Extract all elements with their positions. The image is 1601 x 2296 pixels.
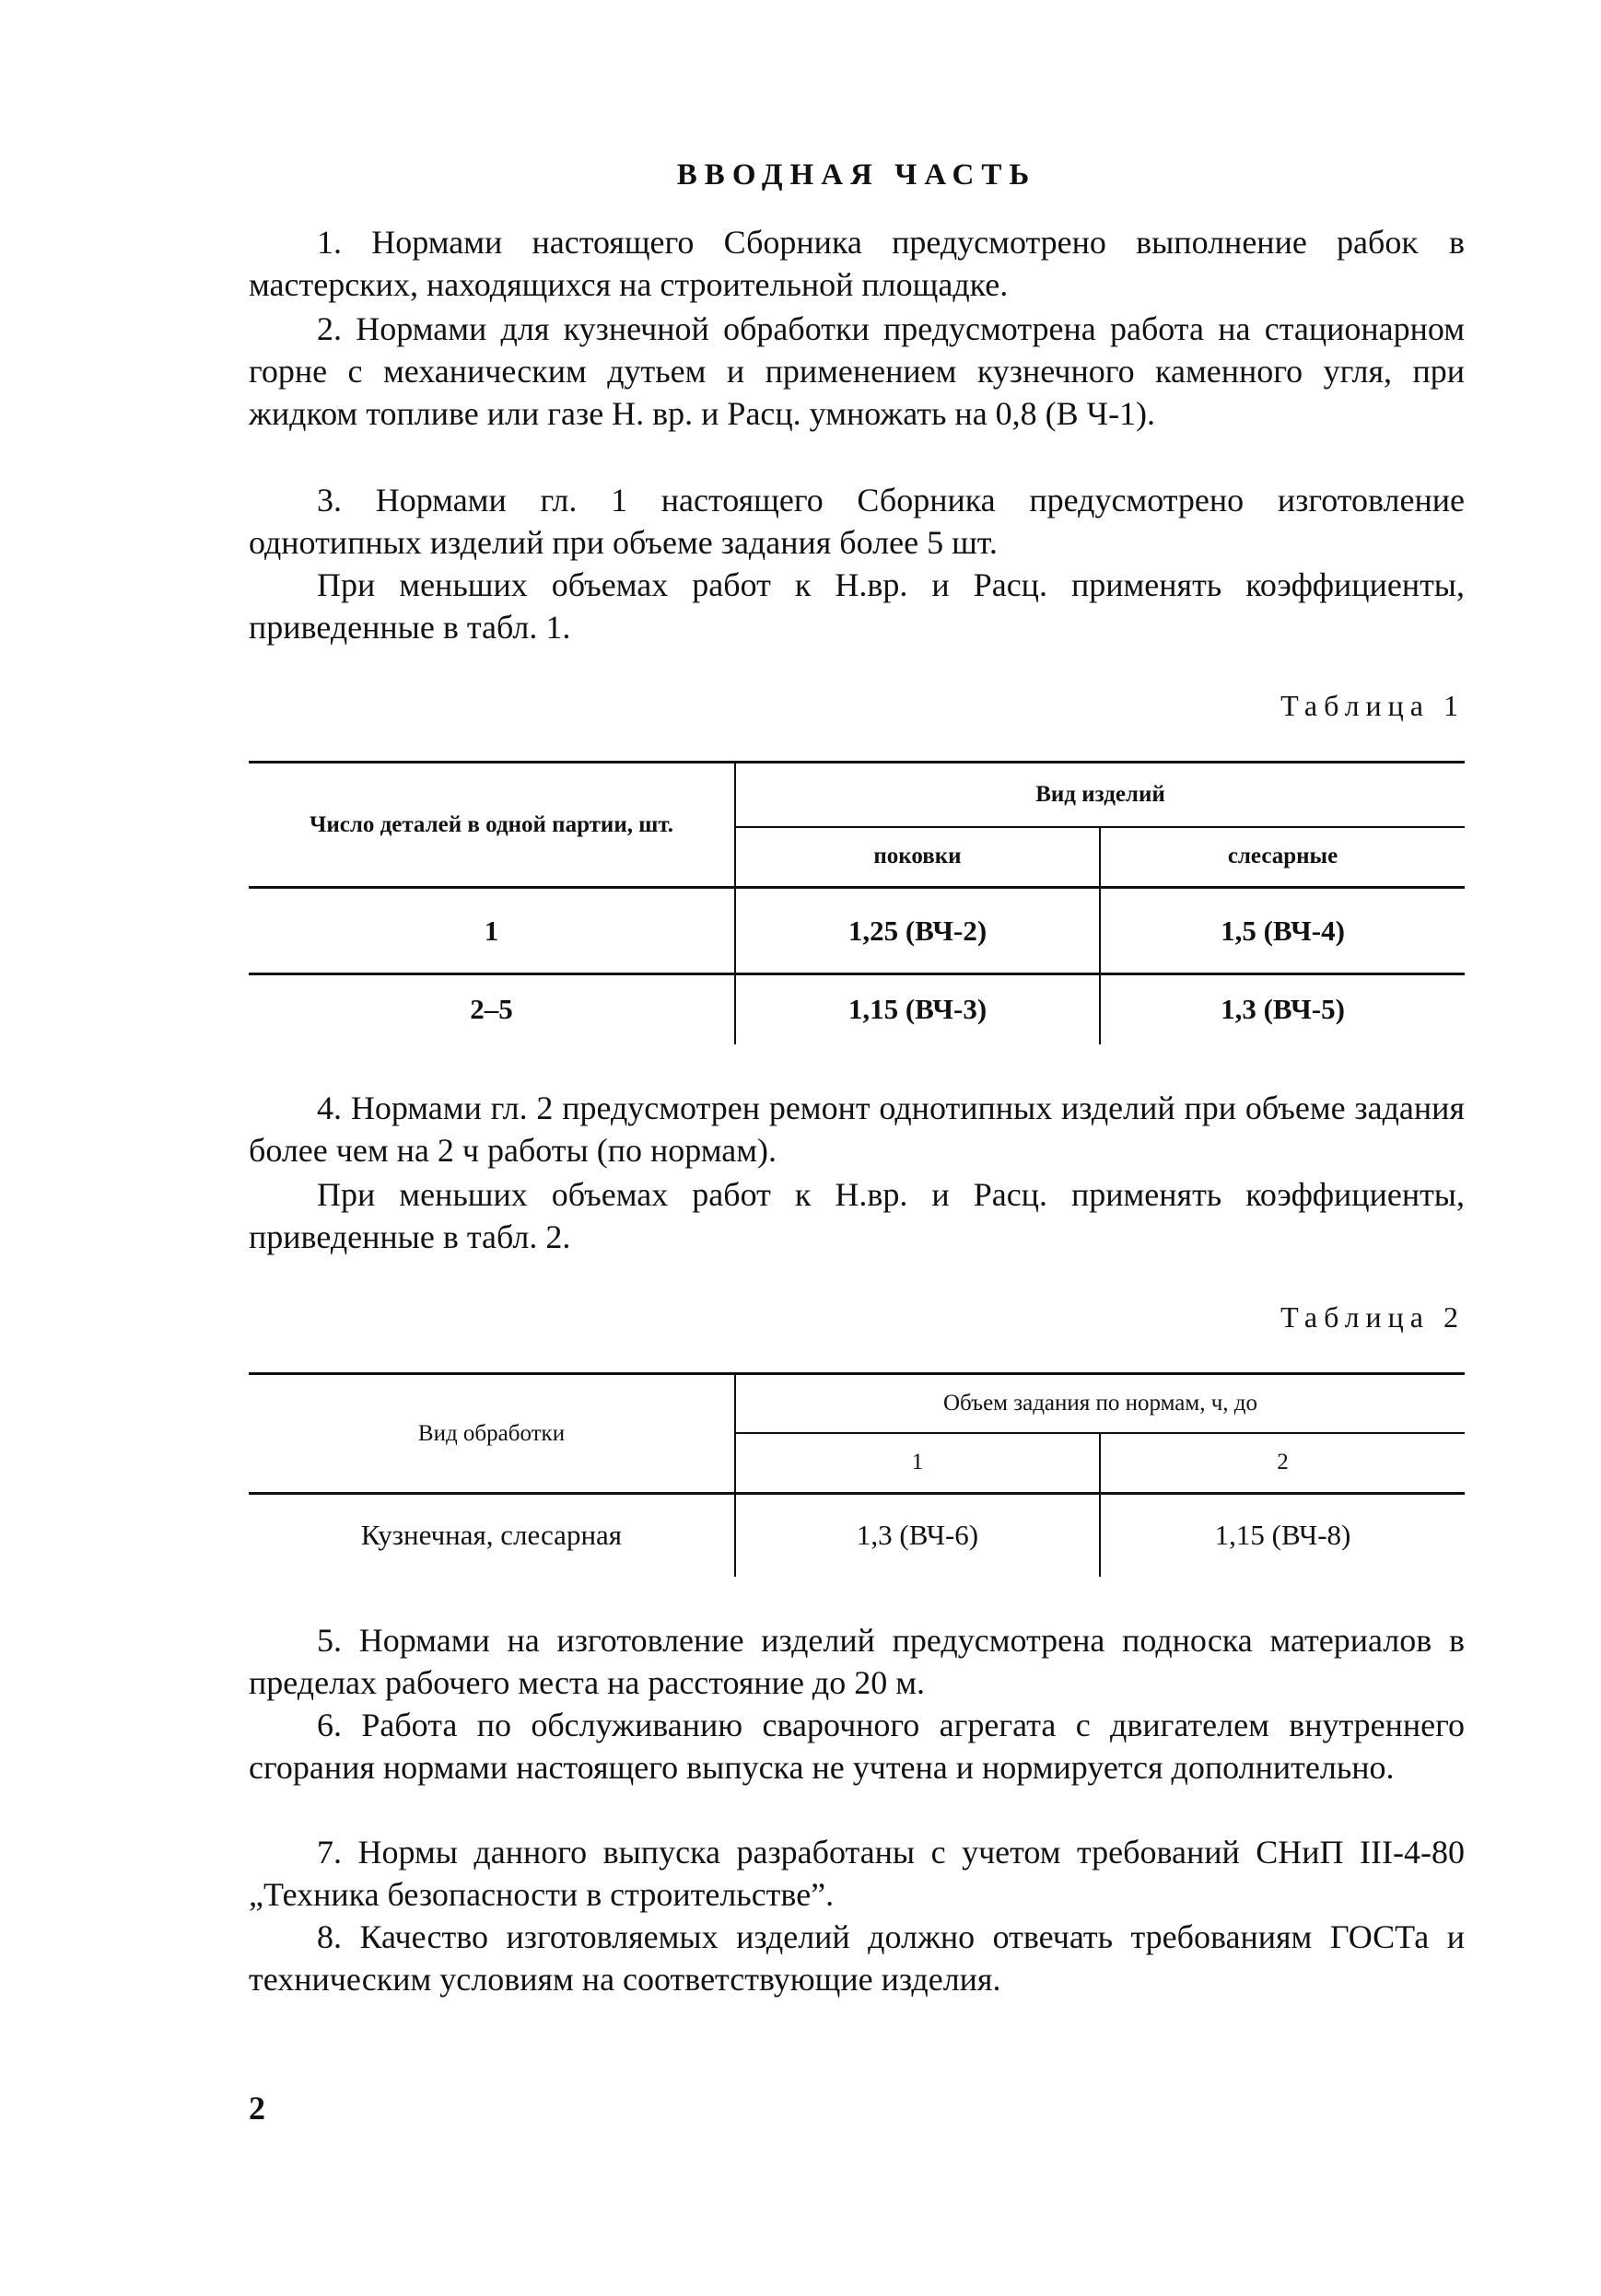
table-1-header-group: Вид изделий [735, 763, 1465, 827]
table-1-header-count: Число деталей в одной партии, шт. [249, 763, 735, 888]
paragraph-6: 6. Работа по обслуживанию сварочного агрегата с двигателем внутреннего сгорания нормами настоящего выпуска не учтена и нормируется дополнительно. [249, 1707, 1465, 1786]
table-1 [249, 761, 1465, 1044]
paragraph-8: 8. Качество изготовляемых изделий должно отвечать требованиям ГОСТа и техническим условиям на соответствующие изделия. [249, 1918, 1465, 1998]
table-1-header-forgings: поковки [735, 827, 1100, 888]
document-page [249, 0, 1465, 2296]
paragraph-7: 7. Нормы данного выпуска разработаны с учетом требований СНиП III-4-80 „Техника безопасности в строительстве”. [249, 1834, 1465, 1913]
paragraph-4-note: При меньших объемах работ к Н.вр. и Расц. применять коэффициенты, приведенные в табл. 2. [249, 1176, 1465, 1255]
paragraph-3: 3. Нормами гл. 1 настоящего Сборника предусмотрено изготовление однотипных изделий при объеме задания более 5 шт. [249, 482, 1465, 561]
table-1-cell-locksmith: 1,3 (ВЧ-5) [1100, 974, 1465, 1044]
table-2-header-1: 1 [735, 1433, 1100, 1494]
paragraph-5: 5. Нормами на изготовление изделий предусмотрена подноска материалов в пределах рабочего места на расстояние до 20 м. [249, 1622, 1465, 1701]
paragraph-4: 4. Нормами гл. 2 предусмотрен ремонт однотипных изделий при объеме задания более чем на 2 ч работы (по нормам). [249, 1090, 1465, 1169]
table-1-cell-forgings: 1,25 (ВЧ-2) [735, 888, 1100, 974]
table-row [249, 1494, 1465, 1577]
table-2-cell-2: 1,15 (ВЧ-8) [1100, 1494, 1465, 1577]
table-1-cell-count: 2–5 [470, 993, 513, 1026]
table-2-cell-1: 1,3 (ВЧ-6) [735, 1494, 1100, 1577]
section-heading: ВВОДНАЯ ЧАСТЬ [676, 158, 1037, 192]
paragraph-3-note: При меньших объемах работ к Н.вр. и Расц. применять коэффициенты, приведенные в табл. 1. [249, 566, 1465, 646]
table-2-header-kind: Вид обработки [249, 1374, 735, 1494]
table-2-header-2: 2 [1100, 1433, 1465, 1494]
table-1-cell-forgings: 1,15 (ВЧ-3) [735, 974, 1100, 1044]
table-1-caption: Таблица 1 [1280, 689, 1465, 722]
table-1-header-locksmith: слесарные [1100, 827, 1465, 888]
table-2-caption: Таблица 2 [1280, 1300, 1465, 1334]
paragraph-2: 2. Нормами для кузнечной обработки предусмотрена работа на стационарном горне с механическим дутьем и применением кузнечного каменного угля, при жидком топливе или газе Н. вр. и Расц. умножать на 0,8 (В Ч-1). [249, 310, 1465, 432]
table-2-cell-kind: Кузнечная, слесарная [360, 1519, 623, 1552]
table-row [249, 888, 1465, 974]
table-2 [249, 1372, 1465, 1577]
page-number: 2 [249, 2090, 265, 2127]
table-1-cell-count: 1 [249, 888, 735, 974]
paragraph-1: 1. Нормами настоящего Сборника предусмотрено выполнение рабоᴋ в мастерских, находящихся на строительной площадке. [249, 224, 1465, 303]
table-1-cell-locksmith: 1,5 (ВЧ-4) [1100, 888, 1465, 974]
table-2-header-group: Объем задания по нормам, ч, до [735, 1374, 1465, 1433]
table-row [249, 974, 1465, 1044]
